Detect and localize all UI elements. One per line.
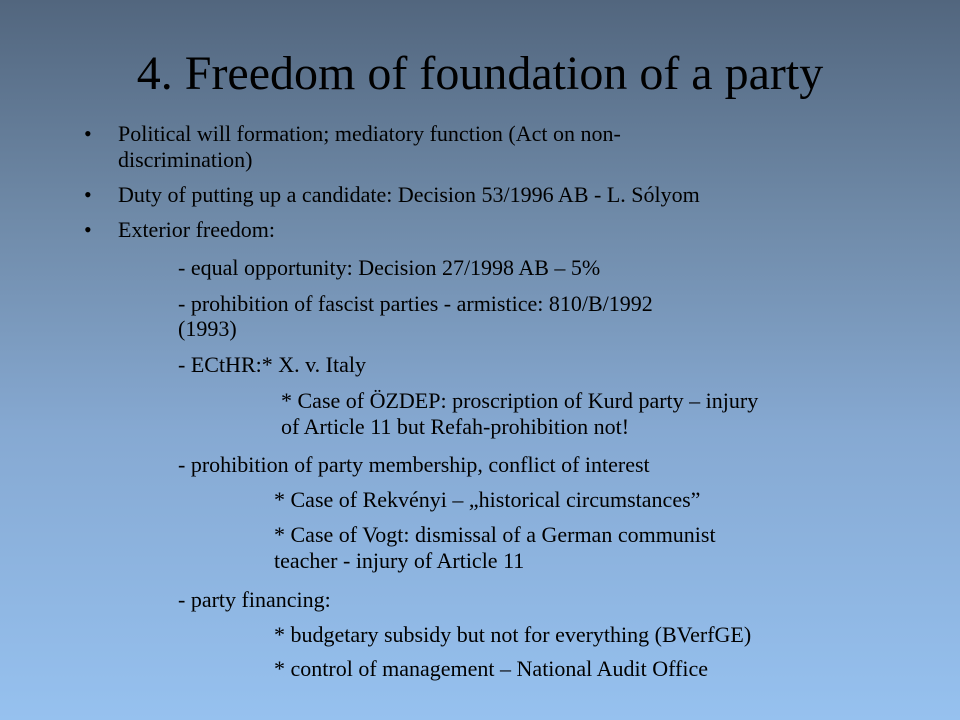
bullet-text: Duty of putting up a candidate: Decision 53/1996 AB - L. Sólyom bbox=[118, 182, 700, 207]
bullet-text: Political will formation; mediatory function (Act on non- bbox=[118, 121, 621, 146]
sub-item-text: - party financing: bbox=[178, 587, 331, 612]
sub-item-text: teacher - injury of Article 11 bbox=[274, 548, 525, 573]
sub-item-text: - prohibition of party membership, conflict of interest bbox=[178, 452, 650, 477]
sub-item-text: * Case of Vogt: dismissal of a German communist bbox=[274, 522, 716, 547]
bullet-marker: • bbox=[84, 182, 92, 207]
sub-item-text: * control of management – National Audit Office bbox=[274, 656, 708, 681]
sub-item-text: * Case of Rekvényi – „historical circumstances” bbox=[274, 487, 701, 512]
bullet-marker: • bbox=[84, 217, 92, 242]
sub-item-text: - equal opportunity: Decision 27/1998 AB – 5% bbox=[178, 255, 601, 280]
sub-item-text: - prohibition of fascist parties - armistice: 810/B/1992 bbox=[178, 291, 653, 316]
slide-title: 4. Freedom of foundation of a party bbox=[136, 47, 824, 100]
sub-item-text: - ECtHR:* X. v. Italy bbox=[178, 352, 366, 377]
sub-item-text: (1993) bbox=[178, 316, 237, 341]
sub-item-text: * Case of ÖZDEP: proscription of Kurd party – injury bbox=[281, 388, 759, 413]
bullet-text: discrimination) bbox=[118, 147, 253, 172]
sub-item-text: of Article 11 but Refah-prohibition not! bbox=[281, 414, 630, 439]
sub-item-text: * budgetary subsidy but not for everything (BVerfGE) bbox=[274, 622, 752, 647]
bullet-text: Exterior freedom: bbox=[118, 217, 275, 242]
bullet-marker: • bbox=[84, 121, 92, 146]
